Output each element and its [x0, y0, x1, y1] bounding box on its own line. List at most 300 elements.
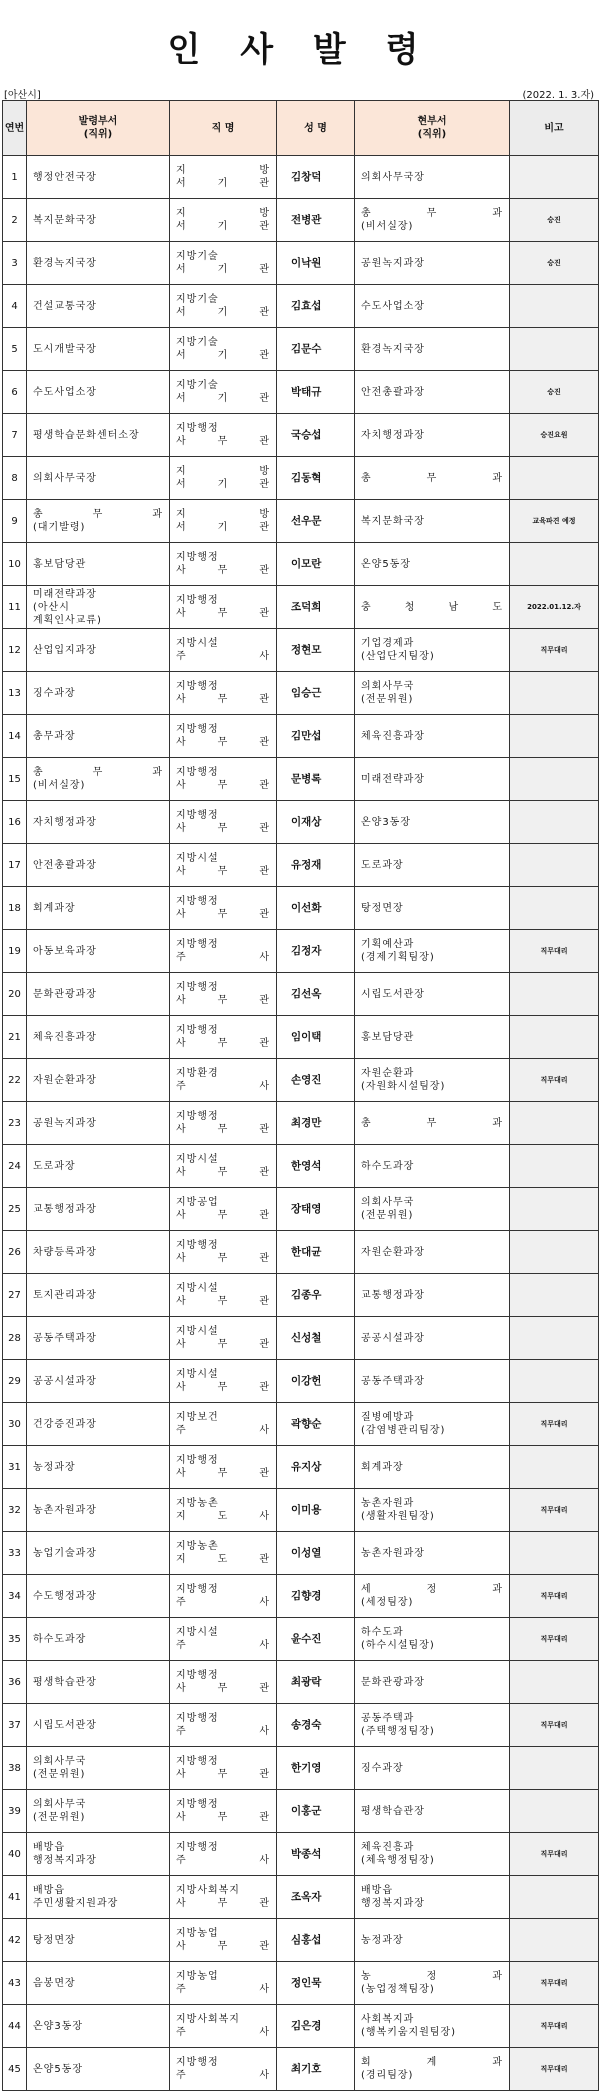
- current-department-line: 총 무 과: [361, 472, 503, 484]
- rank-title-line: 지방농업: [176, 1928, 219, 1939]
- assigned-department: [27, 1188, 170, 1231]
- rank-title-line: 지 방: [176, 509, 270, 520]
- current-department: [355, 1704, 510, 1747]
- person-name: [277, 1575, 355, 1618]
- rank-title: [170, 1919, 277, 1962]
- assigned-department-line: 의회사무국장: [33, 472, 97, 484]
- rank-title-line: 주 사: [176, 952, 270, 963]
- note: [510, 1661, 599, 1704]
- assigned-department-line: 안전총괄과장: [33, 859, 97, 871]
- row-number: 35: [3, 1618, 27, 1661]
- current-department-line: 안전총괄과장: [361, 386, 425, 398]
- rank-title: [170, 500, 277, 543]
- current-department-line: 공원녹지과장: [361, 257, 425, 269]
- current-department-line: 세 정 과: [361, 1584, 503, 1595]
- table-row: [3, 1661, 599, 1704]
- note: 직무대리: [510, 629, 599, 672]
- note: [510, 1102, 599, 1145]
- rank-title: [170, 1317, 277, 1360]
- rank-title-line: 지방행정: [176, 1842, 219, 1853]
- rank-title-line: 지방사회복지: [176, 2014, 240, 2025]
- rank-title-line: 지방행정: [176, 1799, 219, 1810]
- person-name: [277, 887, 355, 930]
- person-name: [277, 758, 355, 801]
- row-number: 42: [3, 1919, 27, 1962]
- table-row: [3, 629, 599, 672]
- current-department-line: (전문위원): [361, 694, 414, 705]
- rank-title-line: 지방농업: [176, 1971, 219, 1982]
- rank-title: [170, 371, 277, 414]
- table-row: [3, 328, 599, 371]
- row-number: 9: [3, 500, 27, 543]
- rank-title: [170, 715, 277, 758]
- table-row: [3, 242, 599, 285]
- person-name: [277, 1919, 355, 1962]
- row-number: 31: [3, 1446, 27, 1489]
- assigned-department-line: (전문위원): [33, 1812, 86, 1823]
- current-department-line: 총 무 과: [361, 1117, 503, 1129]
- assigned-department: [27, 1102, 170, 1145]
- current-department-line: 탕정면장: [361, 902, 404, 914]
- assigned-department: [27, 1833, 170, 1876]
- person-name: [277, 586, 355, 629]
- rank-title-line: 사 무 관: [176, 436, 270, 447]
- rank-title-line: 지방시설: [176, 1326, 219, 1337]
- person-name: [277, 1360, 355, 1403]
- table-row: [3, 1747, 599, 1790]
- rank-title-line: 지방기술: [176, 337, 219, 348]
- assigned-department-line: 행정안전국장: [33, 171, 97, 183]
- row-number: 17: [3, 844, 27, 887]
- rank-title-line: 주 사: [176, 2027, 270, 2038]
- rank-title: [170, 1102, 277, 1145]
- note: [510, 1747, 599, 1790]
- row-number: 26: [3, 1231, 27, 1274]
- person-name-text: 유정재: [291, 858, 322, 871]
- person-name: [277, 973, 355, 1016]
- person-name-text: 김동혁: [291, 471, 322, 484]
- current-department-line: (생활자원팀장): [361, 1511, 435, 1522]
- current-department-line: (자원화시설팀장): [361, 1081, 446, 1092]
- assigned-department: [27, 1016, 170, 1059]
- current-department: [355, 887, 510, 930]
- current-department: [355, 2005, 510, 2048]
- rank-title-line: 지방행정: [176, 982, 219, 993]
- row-number: 14: [3, 715, 27, 758]
- assigned-department-line: 총 무 과: [33, 767, 163, 778]
- table-row: [3, 156, 599, 199]
- note: [510, 715, 599, 758]
- assigned-department: [27, 2048, 170, 2091]
- note: [510, 1532, 599, 1575]
- assigned-department: [27, 1231, 170, 1274]
- current-department-line: 의회사무국: [361, 681, 415, 692]
- rank-title-line: 사 무 관: [176, 1167, 270, 1178]
- current-department: [355, 2048, 510, 2091]
- assigned-department-line: 탕정면장: [33, 1934, 76, 1946]
- header-current: [355, 101, 510, 156]
- person-name: [277, 242, 355, 285]
- person-name: [277, 1876, 355, 1919]
- table-row: [3, 500, 599, 543]
- current-department-line: (세정팀장): [361, 1597, 414, 1608]
- current-department: [355, 1876, 510, 1919]
- assigned-department-line: 산업입지과장: [33, 644, 97, 656]
- rank-title-line: 지방시설: [176, 1369, 219, 1380]
- person-name: [277, 199, 355, 242]
- current-department: [355, 242, 510, 285]
- table-row: [3, 1188, 599, 1231]
- current-department: [355, 500, 510, 543]
- current-department-line: 자원순환과: [361, 1068, 415, 1079]
- note: 직무대리: [510, 1704, 599, 1747]
- rank-title-line: 사 무 관: [176, 823, 270, 834]
- rank-title-line: 지방행정: [176, 767, 219, 778]
- table-body: [3, 156, 599, 2091]
- table-row: [3, 1833, 599, 1876]
- assigned-department-line: 음봉면장: [33, 1977, 76, 1989]
- current-department: [355, 1145, 510, 1188]
- assigned-department: [27, 1618, 170, 1661]
- row-number: 12: [3, 629, 27, 672]
- person-name: [277, 1145, 355, 1188]
- rank-title: [170, 1188, 277, 1231]
- rank-title: [170, 414, 277, 457]
- person-name: [277, 1704, 355, 1747]
- current-department: [355, 758, 510, 801]
- assigned-department-line: 의회사무국: [33, 1756, 87, 1767]
- person-name: [277, 1532, 355, 1575]
- assigned-department-line: 총 무 과: [33, 509, 163, 520]
- rank-title-line: 사 무 관: [176, 866, 270, 877]
- assigned-department-line: (비서실장): [33, 780, 86, 791]
- rank-title-line: 사 무 관: [176, 1038, 270, 1049]
- rank-title: [170, 1403, 277, 1446]
- rank-title: [170, 629, 277, 672]
- table-row: [3, 844, 599, 887]
- current-department: [355, 1317, 510, 1360]
- table-row: [3, 1403, 599, 1446]
- assigned-department: [27, 973, 170, 1016]
- rank-title-line: 사 무 관: [176, 1124, 270, 1135]
- current-department: [355, 1618, 510, 1661]
- header-dept-sub: (직위): [83, 129, 113, 140]
- rank-title-line: 주 사: [176, 1081, 270, 1092]
- current-department: [355, 328, 510, 371]
- rank-title: [170, 1661, 277, 1704]
- note: [510, 285, 599, 328]
- person-name: [277, 543, 355, 586]
- rank-title-line: 지방기술: [176, 380, 219, 391]
- table-row: [3, 1575, 599, 1618]
- note: 직무대리: [510, 930, 599, 973]
- header-current-sub: (직위): [417, 129, 447, 140]
- table-row: [3, 1876, 599, 1919]
- rank-title-line: 서 기 관: [176, 221, 270, 232]
- assigned-department: [27, 156, 170, 199]
- note: [510, 543, 599, 586]
- person-name-text: 유지상: [291, 1460, 322, 1473]
- table-row: [3, 973, 599, 1016]
- current-department: [355, 285, 510, 328]
- current-department: [355, 1274, 510, 1317]
- table-row: [3, 285, 599, 328]
- note: 승진: [510, 242, 599, 285]
- current-department-line: (체육행정팀장): [361, 1855, 435, 1866]
- row-number: 40: [3, 1833, 27, 1876]
- header-dept-label: 발령부서: [78, 116, 118, 127]
- current-department: [355, 543, 510, 586]
- current-department-line: (비서실장): [361, 221, 414, 232]
- table-row: [3, 1962, 599, 2005]
- row-number: 4: [3, 285, 27, 328]
- rank-title-line: 지방농촌: [176, 1498, 219, 1509]
- rank-title-line: 지방행정: [176, 896, 219, 907]
- row-number: 15: [3, 758, 27, 801]
- note: [510, 1360, 599, 1403]
- rank-title-line: 지방행정: [176, 552, 219, 563]
- row-number: 25: [3, 1188, 27, 1231]
- rank-title-line: 지방공업: [176, 1197, 219, 1208]
- person-name-text: 이모란: [291, 557, 322, 570]
- current-department-line: 수도사업소장: [361, 300, 425, 312]
- person-name-text: 한기영: [291, 1761, 322, 1774]
- rank-title-line: 지방행정: [176, 1713, 219, 1724]
- note: [510, 457, 599, 500]
- person-name-text: 임이택: [291, 1030, 322, 1043]
- assigned-department: [27, 328, 170, 371]
- current-department-line: (경리팀장): [361, 2070, 414, 2081]
- note: 교육파견 예정: [510, 500, 599, 543]
- header-name: 성 명: [277, 101, 355, 156]
- assigned-department: [27, 543, 170, 586]
- current-department-line: (감염병관리팀장): [361, 1425, 446, 1436]
- rank-title-line: 지 도 사: [176, 1511, 270, 1522]
- current-department: [355, 457, 510, 500]
- person-name: [277, 1661, 355, 1704]
- current-department: [355, 586, 510, 629]
- current-department: [355, 1102, 510, 1145]
- assigned-department-line: 주민생활지원과장: [33, 1898, 119, 1909]
- rank-title-line: 지방행정: [176, 939, 219, 950]
- current-department-line: 온양5동장: [361, 558, 412, 570]
- person-name: [277, 672, 355, 715]
- current-department-line: 배방읍: [361, 1885, 393, 1896]
- table-row: [3, 1360, 599, 1403]
- rank-title: [170, 1962, 277, 2005]
- current-department-line: (농업정책팀장): [361, 1984, 435, 1995]
- table-row: [3, 457, 599, 500]
- current-department: [355, 1962, 510, 2005]
- rank-title-line: 서 기 관: [176, 479, 270, 490]
- person-name-text: 김종우: [291, 1288, 322, 1301]
- person-name-text: 한영석: [291, 1159, 322, 1172]
- assigned-department-line: 도시개발국장: [33, 343, 97, 355]
- current-department-line: 체육진흥과장: [361, 730, 425, 742]
- row-number: 32: [3, 1489, 27, 1532]
- table-row: [3, 801, 599, 844]
- rank-title: [170, 758, 277, 801]
- note: [510, 801, 599, 844]
- current-department: [355, 1016, 510, 1059]
- person-name-text: 김창덕: [291, 170, 322, 183]
- note: 직무대리: [510, 1833, 599, 1876]
- current-department: [355, 1532, 510, 1575]
- current-department: [355, 371, 510, 414]
- current-department-line: 징수과장: [361, 1762, 404, 1774]
- table-row: [3, 1446, 599, 1489]
- rank-title-line: 지방기술: [176, 294, 219, 305]
- current-department-line: 의회사무국장: [361, 171, 425, 183]
- assigned-department: [27, 801, 170, 844]
- person-name-text: 최기호: [291, 2062, 322, 2075]
- table-row: [3, 414, 599, 457]
- note: [510, 1876, 599, 1919]
- assigned-department-line: 행정복지과장: [33, 1855, 97, 1866]
- person-name-text: 한대균: [291, 1245, 322, 1258]
- current-department: [355, 672, 510, 715]
- rank-title-line: 사 무 관: [176, 1941, 270, 1952]
- row-number: 16: [3, 801, 27, 844]
- table-row: [3, 1618, 599, 1661]
- rank-title-line: 주 사: [176, 1425, 270, 1436]
- person-name-text: 정현모: [291, 643, 322, 656]
- row-number: 43: [3, 1962, 27, 2005]
- person-name: [277, 1489, 355, 1532]
- current-department-line: 평생학습관장: [361, 1805, 425, 1817]
- rank-title: [170, 328, 277, 371]
- assigned-department-line: 의회사무국: [33, 1799, 87, 1810]
- note: 직무대리: [510, 2048, 599, 2091]
- rank-title: [170, 1876, 277, 1919]
- rank-title: [170, 1145, 277, 1188]
- note: [510, 887, 599, 930]
- assigned-department-line: 온양5동장: [33, 2063, 84, 2075]
- rank-title: [170, 1274, 277, 1317]
- rank-title: [170, 1790, 277, 1833]
- row-number: 6: [3, 371, 27, 414]
- current-department: [355, 801, 510, 844]
- assigned-department-line: 수도행정과장: [33, 1590, 97, 1602]
- current-department-line: (행복키움지원팀장): [361, 2027, 457, 2038]
- note: [510, 1188, 599, 1231]
- note: 승진: [510, 371, 599, 414]
- assigned-department: [27, 500, 170, 543]
- assigned-department: [27, 242, 170, 285]
- rank-title-line: 지방기술: [176, 251, 219, 262]
- person-name: [277, 2048, 355, 2091]
- current-department-line: 자원순환과장: [361, 1246, 425, 1258]
- rank-title-line: 사 무 관: [176, 995, 270, 1006]
- row-number: 33: [3, 1532, 27, 1575]
- current-department-line: 회 계 과: [361, 2057, 503, 2068]
- rank-title: [170, 2005, 277, 2048]
- person-name: [277, 1188, 355, 1231]
- assigned-department: [27, 1489, 170, 1532]
- rank-title-line: 주 사: [176, 1640, 270, 1651]
- assigned-department-line: 농업기술과장: [33, 1547, 97, 1559]
- person-name-text: 윤수진: [291, 1632, 322, 1645]
- assigned-department-line: 평생학습관장: [33, 1676, 97, 1688]
- rank-title-line: 서 기 관: [176, 307, 270, 318]
- table-row: [3, 586, 599, 629]
- assigned-department-line: 건설교통국장: [33, 300, 97, 312]
- rank-title: [170, 930, 277, 973]
- rank-title: [170, 285, 277, 328]
- assigned-department: [27, 1919, 170, 1962]
- person-name: [277, 629, 355, 672]
- rank-title-line: 지 도 관: [176, 1554, 270, 1565]
- rank-title-line: 사 무 관: [176, 1683, 270, 1694]
- note: [510, 758, 599, 801]
- assigned-department: [27, 887, 170, 930]
- current-department-line: 환경녹지국장: [361, 343, 425, 355]
- assigned-department: [27, 629, 170, 672]
- current-department: [355, 156, 510, 199]
- rank-title-line: 지 방: [176, 208, 270, 219]
- rank-title-line: 사 무 관: [176, 1769, 270, 1780]
- table-row: [3, 1790, 599, 1833]
- current-department-line: 하수도과장: [361, 1160, 415, 1172]
- rank-title-line: 사 무 관: [176, 909, 270, 920]
- assigned-department: [27, 715, 170, 758]
- row-number: 27: [3, 1274, 27, 1317]
- assigned-department-line: 징수과장: [33, 687, 76, 699]
- assigned-department: [27, 1962, 170, 2005]
- row-number: 19: [3, 930, 27, 973]
- assigned-department-line: 아동보육과장: [33, 945, 97, 957]
- current-department: [355, 844, 510, 887]
- table-row: [3, 2005, 599, 2048]
- current-department-line: 행정복지과장: [361, 1898, 425, 1909]
- rank-title-line: 지 방: [176, 466, 270, 477]
- rank-title: [170, 1231, 277, 1274]
- person-name-text: 이선화: [291, 901, 322, 914]
- current-department-line: 총 무 과: [361, 208, 503, 219]
- current-department: [355, 715, 510, 758]
- rank-title-line: 지방보건: [176, 1412, 219, 1423]
- note: [510, 156, 599, 199]
- rank-title-line: 지방행정: [176, 595, 219, 606]
- row-number: 44: [3, 2005, 27, 2048]
- person-name-text: 이재상: [291, 815, 322, 828]
- person-name: [277, 801, 355, 844]
- rank-title-line: 사 무 관: [176, 1812, 270, 1823]
- row-number: 13: [3, 672, 27, 715]
- person-name: [277, 328, 355, 371]
- assigned-department-line: 체육진흥과장: [33, 1031, 97, 1043]
- assigned-department-line: 배방읍: [33, 1842, 65, 1853]
- header-current-label: 현부서: [417, 116, 447, 127]
- current-department-line: 농 정 과: [361, 1971, 503, 1982]
- rank-title-line: 서 기 관: [176, 393, 270, 404]
- assigned-department: [27, 1446, 170, 1489]
- row-number: 5: [3, 328, 27, 371]
- rank-title: [170, 1360, 277, 1403]
- table-row: [3, 1704, 599, 1747]
- assigned-department-line: 계획인사교류): [33, 614, 102, 626]
- note: [510, 328, 599, 371]
- person-name: [277, 1790, 355, 1833]
- row-number: 24: [3, 1145, 27, 1188]
- current-department-line: 의회사무국: [361, 1197, 415, 1208]
- note: 승진: [510, 199, 599, 242]
- table-row: [3, 543, 599, 586]
- rank-title: [170, 1532, 277, 1575]
- rank-title-line: 사 무 관: [176, 1382, 270, 1393]
- rank-title-line: 지방사회복지: [176, 1885, 240, 1896]
- rank-title: [170, 1747, 277, 1790]
